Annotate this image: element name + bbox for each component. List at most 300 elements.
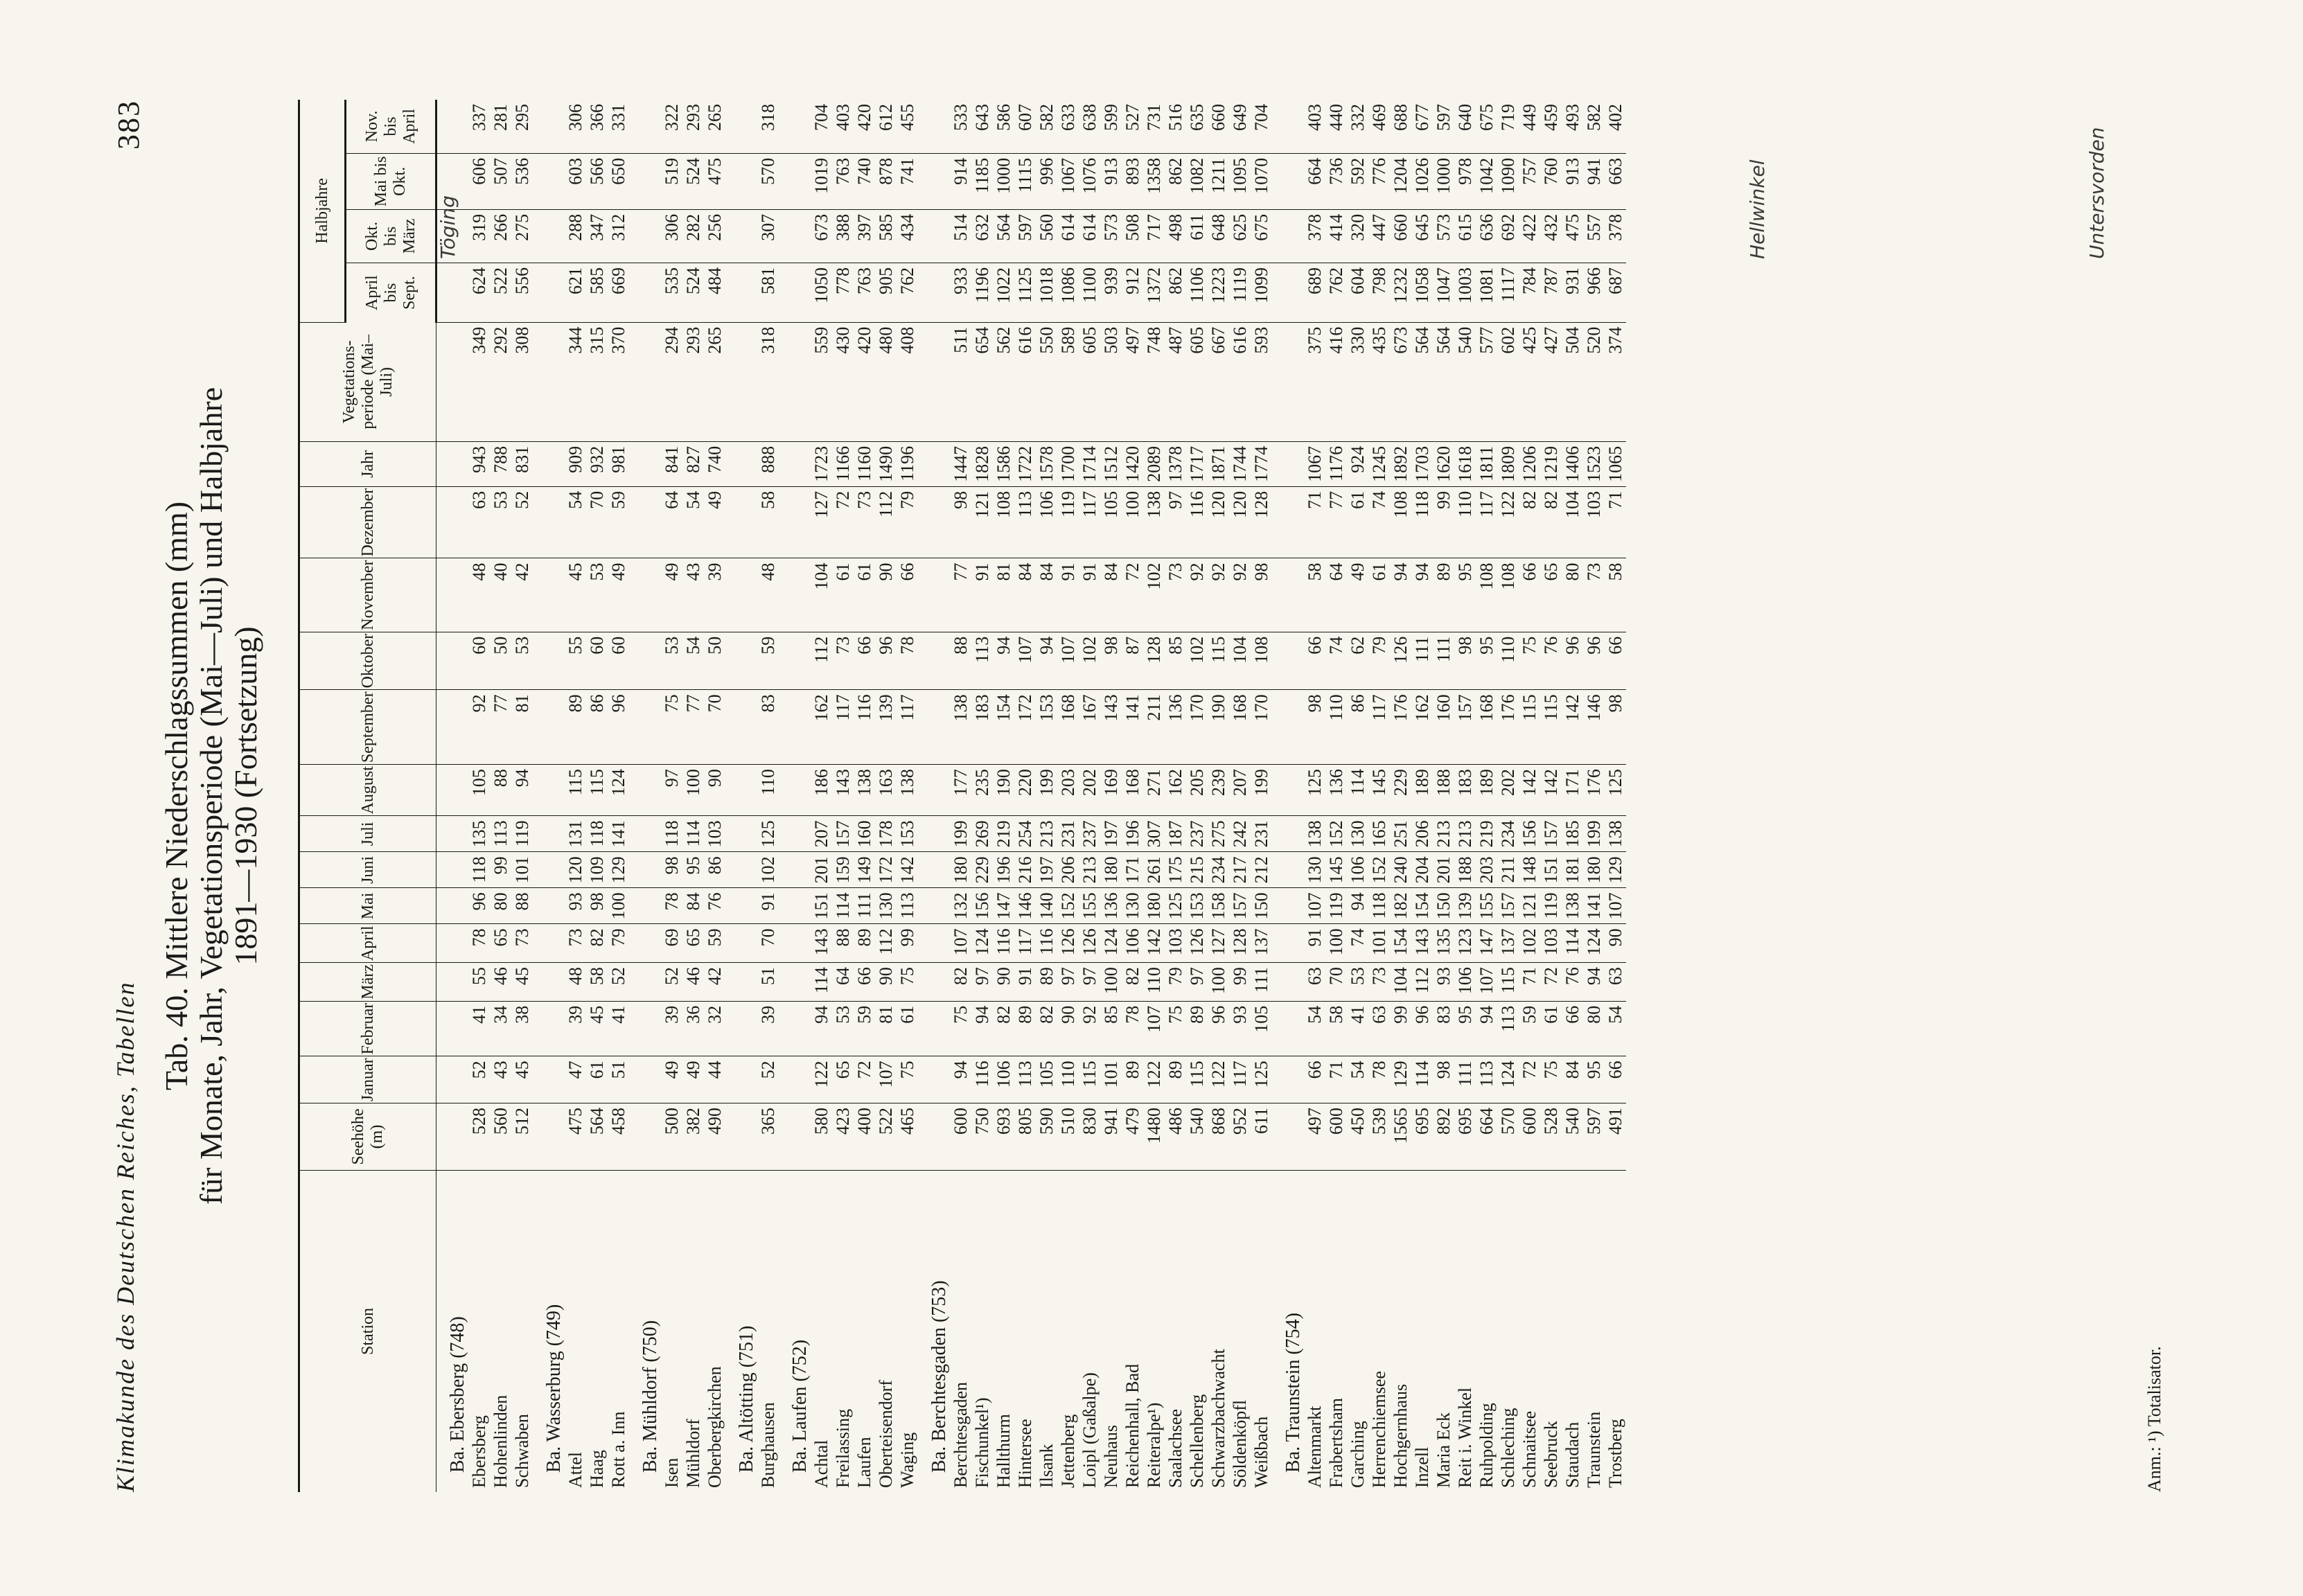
table-cell: 154 xyxy=(993,690,1014,765)
table-cell: 109 xyxy=(586,852,608,888)
table-cell: 66 xyxy=(854,632,875,690)
table-cell: 58 xyxy=(1304,558,1325,632)
table-cell: 45 xyxy=(565,558,586,632)
handwritten-note-untersvorden: Untersvorden xyxy=(2085,127,2108,259)
group-row-cell xyxy=(779,1056,811,1103)
table-cell: 94 xyxy=(811,1001,832,1056)
table-cell: 675 xyxy=(1251,209,1272,263)
table-cell: 65 xyxy=(832,1056,854,1103)
table-cell: 172 xyxy=(875,852,897,888)
table-cell: 220 xyxy=(1014,765,1036,816)
header-vegetationsperiode: Vegetations-periode (Mai–Juli) xyxy=(299,322,436,441)
table-cell: 625 xyxy=(1229,209,1251,263)
table-row xyxy=(1368,100,1390,1492)
table-cell: 125 xyxy=(1251,1056,1272,1103)
title-line-1: Tab. 40. Mittlere Niederschlagssummen (mm) xyxy=(159,501,194,1091)
group-row xyxy=(533,100,565,1492)
group-row-cell xyxy=(779,1001,811,1056)
table-cell: 199 xyxy=(1036,765,1057,816)
table-cell: 86 xyxy=(1347,690,1368,765)
table-cell: 308 xyxy=(511,322,533,441)
table-cell: 53 xyxy=(1347,963,1368,1002)
table-cell: 1714 xyxy=(1079,441,1100,486)
table-cell: 54 xyxy=(682,486,704,558)
table-cell: 110 xyxy=(1454,486,1476,558)
group-row-cell xyxy=(918,888,950,924)
table-cell: 60 xyxy=(468,632,490,690)
table-cell: 510 xyxy=(1057,1103,1079,1171)
group-name: Ba. Mühldorf (750) xyxy=(639,1320,661,1473)
table-cell: 71 xyxy=(1519,963,1540,1002)
table-cell: 664 xyxy=(1476,1103,1497,1171)
table-cell: 96 xyxy=(1208,1001,1229,1056)
table-cell: 49 xyxy=(682,1056,704,1103)
table-cell: 47 xyxy=(565,1056,586,1103)
table-cell: 1095 xyxy=(1229,153,1251,209)
table-cell: 486 xyxy=(1165,1103,1186,1171)
table-cell: 182 xyxy=(1390,888,1411,924)
header-november: November xyxy=(299,558,436,632)
group-row-cell xyxy=(533,888,565,924)
table-cell: 42 xyxy=(704,963,725,1002)
table-cell: 98 xyxy=(1251,558,1272,632)
table-cell: 189 xyxy=(1411,765,1433,816)
table-cell: 996 xyxy=(1036,153,1057,209)
table-cell: 564 xyxy=(1411,322,1433,441)
table-cell: 97 xyxy=(1186,963,1208,1002)
table-cell: 636 xyxy=(1476,209,1497,263)
table-cell: 378 xyxy=(1605,209,1626,263)
table-cell: 830 xyxy=(1079,1103,1100,1171)
table-cell: 117 xyxy=(1229,1056,1251,1103)
table-cell: 271 xyxy=(1143,765,1165,816)
table-cell: 142 xyxy=(897,852,918,888)
table-cell: 215 xyxy=(1186,852,1208,888)
table-cell: 92 xyxy=(1079,1001,1100,1056)
table-cell: 320 xyxy=(1347,209,1368,263)
group-row-cell xyxy=(533,263,565,323)
table-cell: 92 xyxy=(468,690,490,765)
table-cell: 202 xyxy=(1497,765,1519,816)
group-row-cell xyxy=(918,852,950,888)
table-cell: 78 xyxy=(1122,1001,1143,1056)
table-cell: 113 xyxy=(490,816,511,852)
table-cell: 82 xyxy=(1540,486,1562,558)
group-row-cell xyxy=(918,558,950,632)
header-mai-okt: Mai bis Okt. xyxy=(346,153,436,209)
table-cell: 199 xyxy=(1251,765,1272,816)
table-cell: 92 xyxy=(1229,558,1251,632)
group-row-cell xyxy=(779,963,811,1002)
table-cell: 66 xyxy=(1519,558,1540,632)
table-cell: 94 xyxy=(1347,888,1368,924)
table-cell: 94 xyxy=(1583,963,1605,1002)
table-cell: 98 xyxy=(661,852,682,888)
table-cell: 75 xyxy=(897,1056,918,1103)
table-cell: 54 xyxy=(1347,1056,1368,1103)
table-cell: 1744 xyxy=(1229,441,1251,486)
table-cell: 1047 xyxy=(1433,263,1454,323)
table-cell: 113 xyxy=(1014,486,1036,558)
table-cell: 1447 xyxy=(950,441,971,486)
table-cell: 63 xyxy=(1304,963,1325,1002)
table-cell: 118 xyxy=(468,852,490,888)
station-name: Freilassing xyxy=(833,1408,853,1488)
header-april: April xyxy=(299,924,436,963)
table-cell: 71 xyxy=(1605,486,1626,558)
table-cell: 181 xyxy=(1562,852,1583,888)
table-cell: 90 xyxy=(875,963,897,1002)
table-cell: 70 xyxy=(757,924,779,963)
table-cell: 104 xyxy=(811,558,832,632)
table-row xyxy=(1079,100,1100,1492)
group-row-cell xyxy=(779,153,811,209)
table-cell: 88 xyxy=(490,765,511,816)
table-cell: 966 xyxy=(1583,263,1605,323)
table-cell: 1019 xyxy=(811,153,832,209)
group-name: Ba. Traunstein (754) xyxy=(1282,1313,1304,1473)
table-cell: 59 xyxy=(757,632,779,690)
group-row-cell xyxy=(533,209,565,263)
table-cell: 1245 xyxy=(1368,441,1390,486)
table-cell: 600 xyxy=(1519,1103,1540,1171)
table-cell: 688 xyxy=(1390,100,1411,153)
table-cell: 73 xyxy=(565,924,586,963)
station-name: Ebersberg xyxy=(469,1415,489,1488)
table-cell: 61 xyxy=(1540,1001,1562,1056)
table-cell: 1700 xyxy=(1057,441,1079,486)
table-cell: 365 xyxy=(757,1103,779,1171)
table-cell: 51 xyxy=(608,1056,629,1103)
header-jahr: Jahr xyxy=(299,441,436,486)
table-cell: 669 xyxy=(608,263,629,323)
table-cell: 41 xyxy=(468,1001,490,1056)
table-cell: 78 xyxy=(897,632,918,690)
table-cell: 66 xyxy=(854,963,875,1002)
table-cell: 189 xyxy=(1476,765,1497,816)
table-cell: 778 xyxy=(832,263,854,323)
group-row-cell xyxy=(1272,1056,1304,1103)
table-cell: 582 xyxy=(1583,100,1605,153)
station-name: Loipl (Gaßalpe) xyxy=(1079,1372,1100,1488)
table-cell: 508 xyxy=(1122,209,1143,263)
table-row xyxy=(1497,100,1519,1492)
table-cell: 589 xyxy=(1057,322,1079,441)
table-cell: 84 xyxy=(1100,558,1122,632)
table-cell: 48 xyxy=(757,558,779,632)
table-cell: 111 xyxy=(1454,1056,1476,1103)
table-cell: 612 xyxy=(875,100,897,153)
table-cell: 400 xyxy=(854,1103,875,1171)
table-cell: 606 xyxy=(468,153,490,209)
table-row xyxy=(971,100,993,1492)
table-cell: 41 xyxy=(1347,1001,1368,1056)
table-cell: 39 xyxy=(704,558,725,632)
table-cell: 72 xyxy=(1519,1056,1540,1103)
group-row-cell xyxy=(629,558,661,632)
group-row-cell xyxy=(918,690,950,765)
table-cell: 127 xyxy=(1208,924,1229,963)
station-name: Ilsank xyxy=(1036,1444,1057,1488)
table-row xyxy=(1186,100,1208,1492)
station-name: Waging xyxy=(897,1432,917,1488)
table-cell: 519 xyxy=(661,153,682,209)
group-row-cell xyxy=(725,765,757,816)
table-cell: 157 xyxy=(1229,888,1251,924)
table-row xyxy=(490,100,511,1492)
table-cell: 48 xyxy=(468,558,490,632)
table-cell: 1026 xyxy=(1411,153,1433,209)
table-cell: 115 xyxy=(1497,963,1519,1002)
table-cell: 978 xyxy=(1454,153,1476,209)
table-cell: 312 xyxy=(608,209,629,263)
table-cell: 106 xyxy=(1454,963,1476,1002)
table-cell: 153 xyxy=(1036,690,1057,765)
table-cell: 102 xyxy=(1519,924,1540,963)
group-row-cell xyxy=(533,963,565,1002)
group-row-cell xyxy=(1272,924,1304,963)
group-row-cell xyxy=(918,816,950,852)
table-cell: 115 xyxy=(1079,1056,1100,1103)
table-row xyxy=(875,100,897,1492)
table-cell: 90 xyxy=(1605,924,1626,963)
table-cell: 1565 xyxy=(1390,1103,1411,1171)
table-cell: 138 xyxy=(1304,816,1325,852)
table-cell: 748 xyxy=(1143,322,1165,441)
table-cell: 199 xyxy=(1583,816,1605,852)
group-row-cell xyxy=(629,153,661,209)
table-cell: 570 xyxy=(757,153,779,209)
table-cell: 909 xyxy=(565,441,586,486)
table-cell: 234 xyxy=(1208,852,1229,888)
table-cell: 1003 xyxy=(1454,263,1476,323)
station-name: Ruhpolding xyxy=(1476,1403,1497,1488)
table-cell: 650 xyxy=(608,153,629,209)
table-cell: 125 xyxy=(1605,765,1626,816)
table-cell: 153 xyxy=(1186,888,1208,924)
table-cell: 621 xyxy=(565,263,586,323)
table-cell: 45 xyxy=(511,1056,533,1103)
table-cell: 66 xyxy=(1304,1056,1325,1103)
table-cell: 65 xyxy=(682,924,704,963)
table-cell: 664 xyxy=(1304,153,1325,209)
table-cell: 118 xyxy=(1411,486,1433,558)
table-cell: 604 xyxy=(1347,263,1368,323)
table-cell: 136 xyxy=(1325,765,1347,816)
table-cell: 60 xyxy=(608,632,629,690)
station-name: Altenmarkt xyxy=(1305,1406,1325,1488)
table-cell: 487 xyxy=(1165,322,1186,441)
sheet-content xyxy=(111,100,2231,1492)
table-cell: 108 xyxy=(1476,558,1497,632)
precipitation-table xyxy=(298,100,1626,1492)
table-cell: 88 xyxy=(832,924,854,963)
table-cell: 157 xyxy=(1454,690,1476,765)
table-cell: 139 xyxy=(1454,888,1476,924)
table-cell: 635 xyxy=(1186,100,1208,153)
group-row-cell xyxy=(779,632,811,690)
table-cell: 420 xyxy=(854,100,875,153)
table-cell: 176 xyxy=(1390,690,1411,765)
table-cell: 114 xyxy=(1347,765,1368,816)
table-cell: 112 xyxy=(1411,963,1433,1002)
table-cell: 719 xyxy=(1497,100,1519,153)
table-cell: 90 xyxy=(704,765,725,816)
table-cell: 153 xyxy=(897,816,918,852)
group-row-cell xyxy=(779,322,811,441)
group-row-cell xyxy=(629,100,661,153)
table-cell: 605 xyxy=(1079,322,1100,441)
table-cell: 80 xyxy=(1562,558,1583,632)
title-line-3: 1891—1930 (Fortsetzung) xyxy=(228,626,263,966)
table-cell: 605 xyxy=(1186,322,1208,441)
table-cell: 170 xyxy=(1251,690,1272,765)
table-cell: 76 xyxy=(1562,963,1583,1002)
table-cell: 100 xyxy=(1100,963,1122,1002)
table-cell: 137 xyxy=(1497,924,1519,963)
table-cell: 135 xyxy=(1433,924,1454,963)
group-row-cell xyxy=(779,441,811,486)
table-cell: 142 xyxy=(1519,765,1540,816)
table-cell: 145 xyxy=(1368,765,1390,816)
table-cell: 49 xyxy=(661,558,682,632)
header-august: August xyxy=(299,765,436,816)
table-cell: 185 xyxy=(1562,816,1583,852)
table-cell: 332 xyxy=(1347,100,1368,153)
table-cell: 39 xyxy=(565,1001,586,1056)
group-row-cell xyxy=(918,322,950,441)
table-cell: 256 xyxy=(704,209,725,263)
station-name: Hochgernhaus xyxy=(1391,1383,1411,1488)
table-cell: 63 xyxy=(468,486,490,558)
table-cell: 73 xyxy=(1368,963,1390,1002)
table-cell: 106 xyxy=(1122,924,1143,963)
table-cell: 111 xyxy=(854,888,875,924)
table-cell: 408 xyxy=(897,322,918,441)
table-cell: 206 xyxy=(1057,852,1079,888)
table-cell: 168 xyxy=(1229,690,1251,765)
station-name: Haag xyxy=(587,1450,607,1488)
group-row-cell xyxy=(1272,765,1304,816)
table-cell: 52 xyxy=(757,1056,779,1103)
table-cell: 878 xyxy=(875,153,897,209)
table-cell: 557 xyxy=(1583,209,1605,263)
table-cell: 560 xyxy=(490,1103,511,1171)
header-februar: Februar xyxy=(299,1001,436,1056)
table-cell: 203 xyxy=(1476,852,1497,888)
group-row-cell xyxy=(918,153,950,209)
table-cell: 199 xyxy=(950,816,971,852)
table-cell: 450 xyxy=(1347,1103,1368,1171)
group-row-cell xyxy=(725,558,757,632)
table-cell: 905 xyxy=(875,263,897,323)
table-cell: 66 xyxy=(897,558,918,632)
table-cell: 115 xyxy=(1540,690,1562,765)
table-cell: 1717 xyxy=(1186,441,1208,486)
table-cell: 522 xyxy=(875,1103,897,1171)
table-row xyxy=(468,100,490,1492)
table-cell: 592 xyxy=(1347,153,1368,209)
table-cell: 197 xyxy=(1100,816,1122,852)
table-cell: 124 xyxy=(1100,924,1122,963)
table-cell: 493 xyxy=(1562,100,1583,153)
group-row xyxy=(725,100,757,1492)
table-cell: 141 xyxy=(1583,888,1605,924)
table-cell: 87 xyxy=(1122,632,1143,690)
table-cell: 100 xyxy=(1208,963,1229,1002)
table-cell: 207 xyxy=(811,816,832,852)
table-cell: 539 xyxy=(1368,1103,1390,1171)
table-cell: 85 xyxy=(1165,632,1186,690)
table-cell: 143 xyxy=(1411,924,1433,963)
table-cell: 229 xyxy=(1390,765,1411,816)
group-row-cell xyxy=(725,632,757,690)
table-cell: 434 xyxy=(897,209,918,263)
table-cell: 788 xyxy=(490,441,511,486)
group-row-cell xyxy=(629,1056,661,1103)
table-row xyxy=(1036,100,1057,1492)
table-cell: 624 xyxy=(468,263,490,323)
table-cell: 88 xyxy=(511,888,533,924)
header-station: Station xyxy=(299,1171,436,1493)
table-cell: 638 xyxy=(1079,100,1100,153)
table-row xyxy=(608,100,629,1492)
group-name: Ba. Altötting (751) xyxy=(736,1325,757,1473)
table-cell: 135 xyxy=(468,816,490,852)
table-cell: 102 xyxy=(1079,632,1100,690)
group-row-cell xyxy=(725,153,757,209)
table-cell: 695 xyxy=(1454,1103,1476,1171)
table-cell: 150 xyxy=(1433,888,1454,924)
group-row-cell xyxy=(779,209,811,263)
table-cell: 107 xyxy=(875,1056,897,1103)
table-cell: 130 xyxy=(1122,888,1143,924)
table-cell: 139 xyxy=(875,690,897,765)
table-cell: 912 xyxy=(1122,263,1143,323)
table-cell: 74 xyxy=(1347,924,1368,963)
group-row-cell xyxy=(629,486,661,558)
table-cell: 96 xyxy=(1411,1001,1433,1056)
table-cell: 831 xyxy=(511,441,533,486)
table-row xyxy=(757,100,779,1492)
group-row-cell xyxy=(436,486,469,558)
table-cell: 95 xyxy=(1454,558,1476,632)
table-cell: 1618 xyxy=(1454,441,1476,486)
table-cell: 516 xyxy=(1165,100,1186,153)
table-cell: 242 xyxy=(1229,816,1251,852)
table-cell: 114 xyxy=(682,816,704,852)
table-row xyxy=(1540,100,1562,1492)
table-cell: 63 xyxy=(1605,963,1626,1002)
table-cell: 318 xyxy=(757,100,779,153)
table-cell: 757 xyxy=(1519,153,1540,209)
table-cell: 430 xyxy=(832,322,854,441)
table-cell: 118 xyxy=(661,816,682,852)
table-cell: 65 xyxy=(1540,558,1562,632)
table-cell: 254 xyxy=(1014,816,1036,852)
table-cell: 101 xyxy=(1100,1056,1122,1103)
table-cell: 231 xyxy=(1057,816,1079,852)
table-cell: 89 xyxy=(1433,558,1454,632)
table-cell: 600 xyxy=(950,1103,971,1171)
table-cell: 108 xyxy=(1390,486,1411,558)
table-cell: 72 xyxy=(1122,558,1143,632)
table-cell: 32 xyxy=(704,1001,725,1056)
table-cell: 75 xyxy=(1540,1056,1562,1103)
station-name: Achtal xyxy=(811,1439,831,1488)
table-cell: 1811 xyxy=(1476,441,1497,486)
table-cell: 162 xyxy=(1411,690,1433,765)
